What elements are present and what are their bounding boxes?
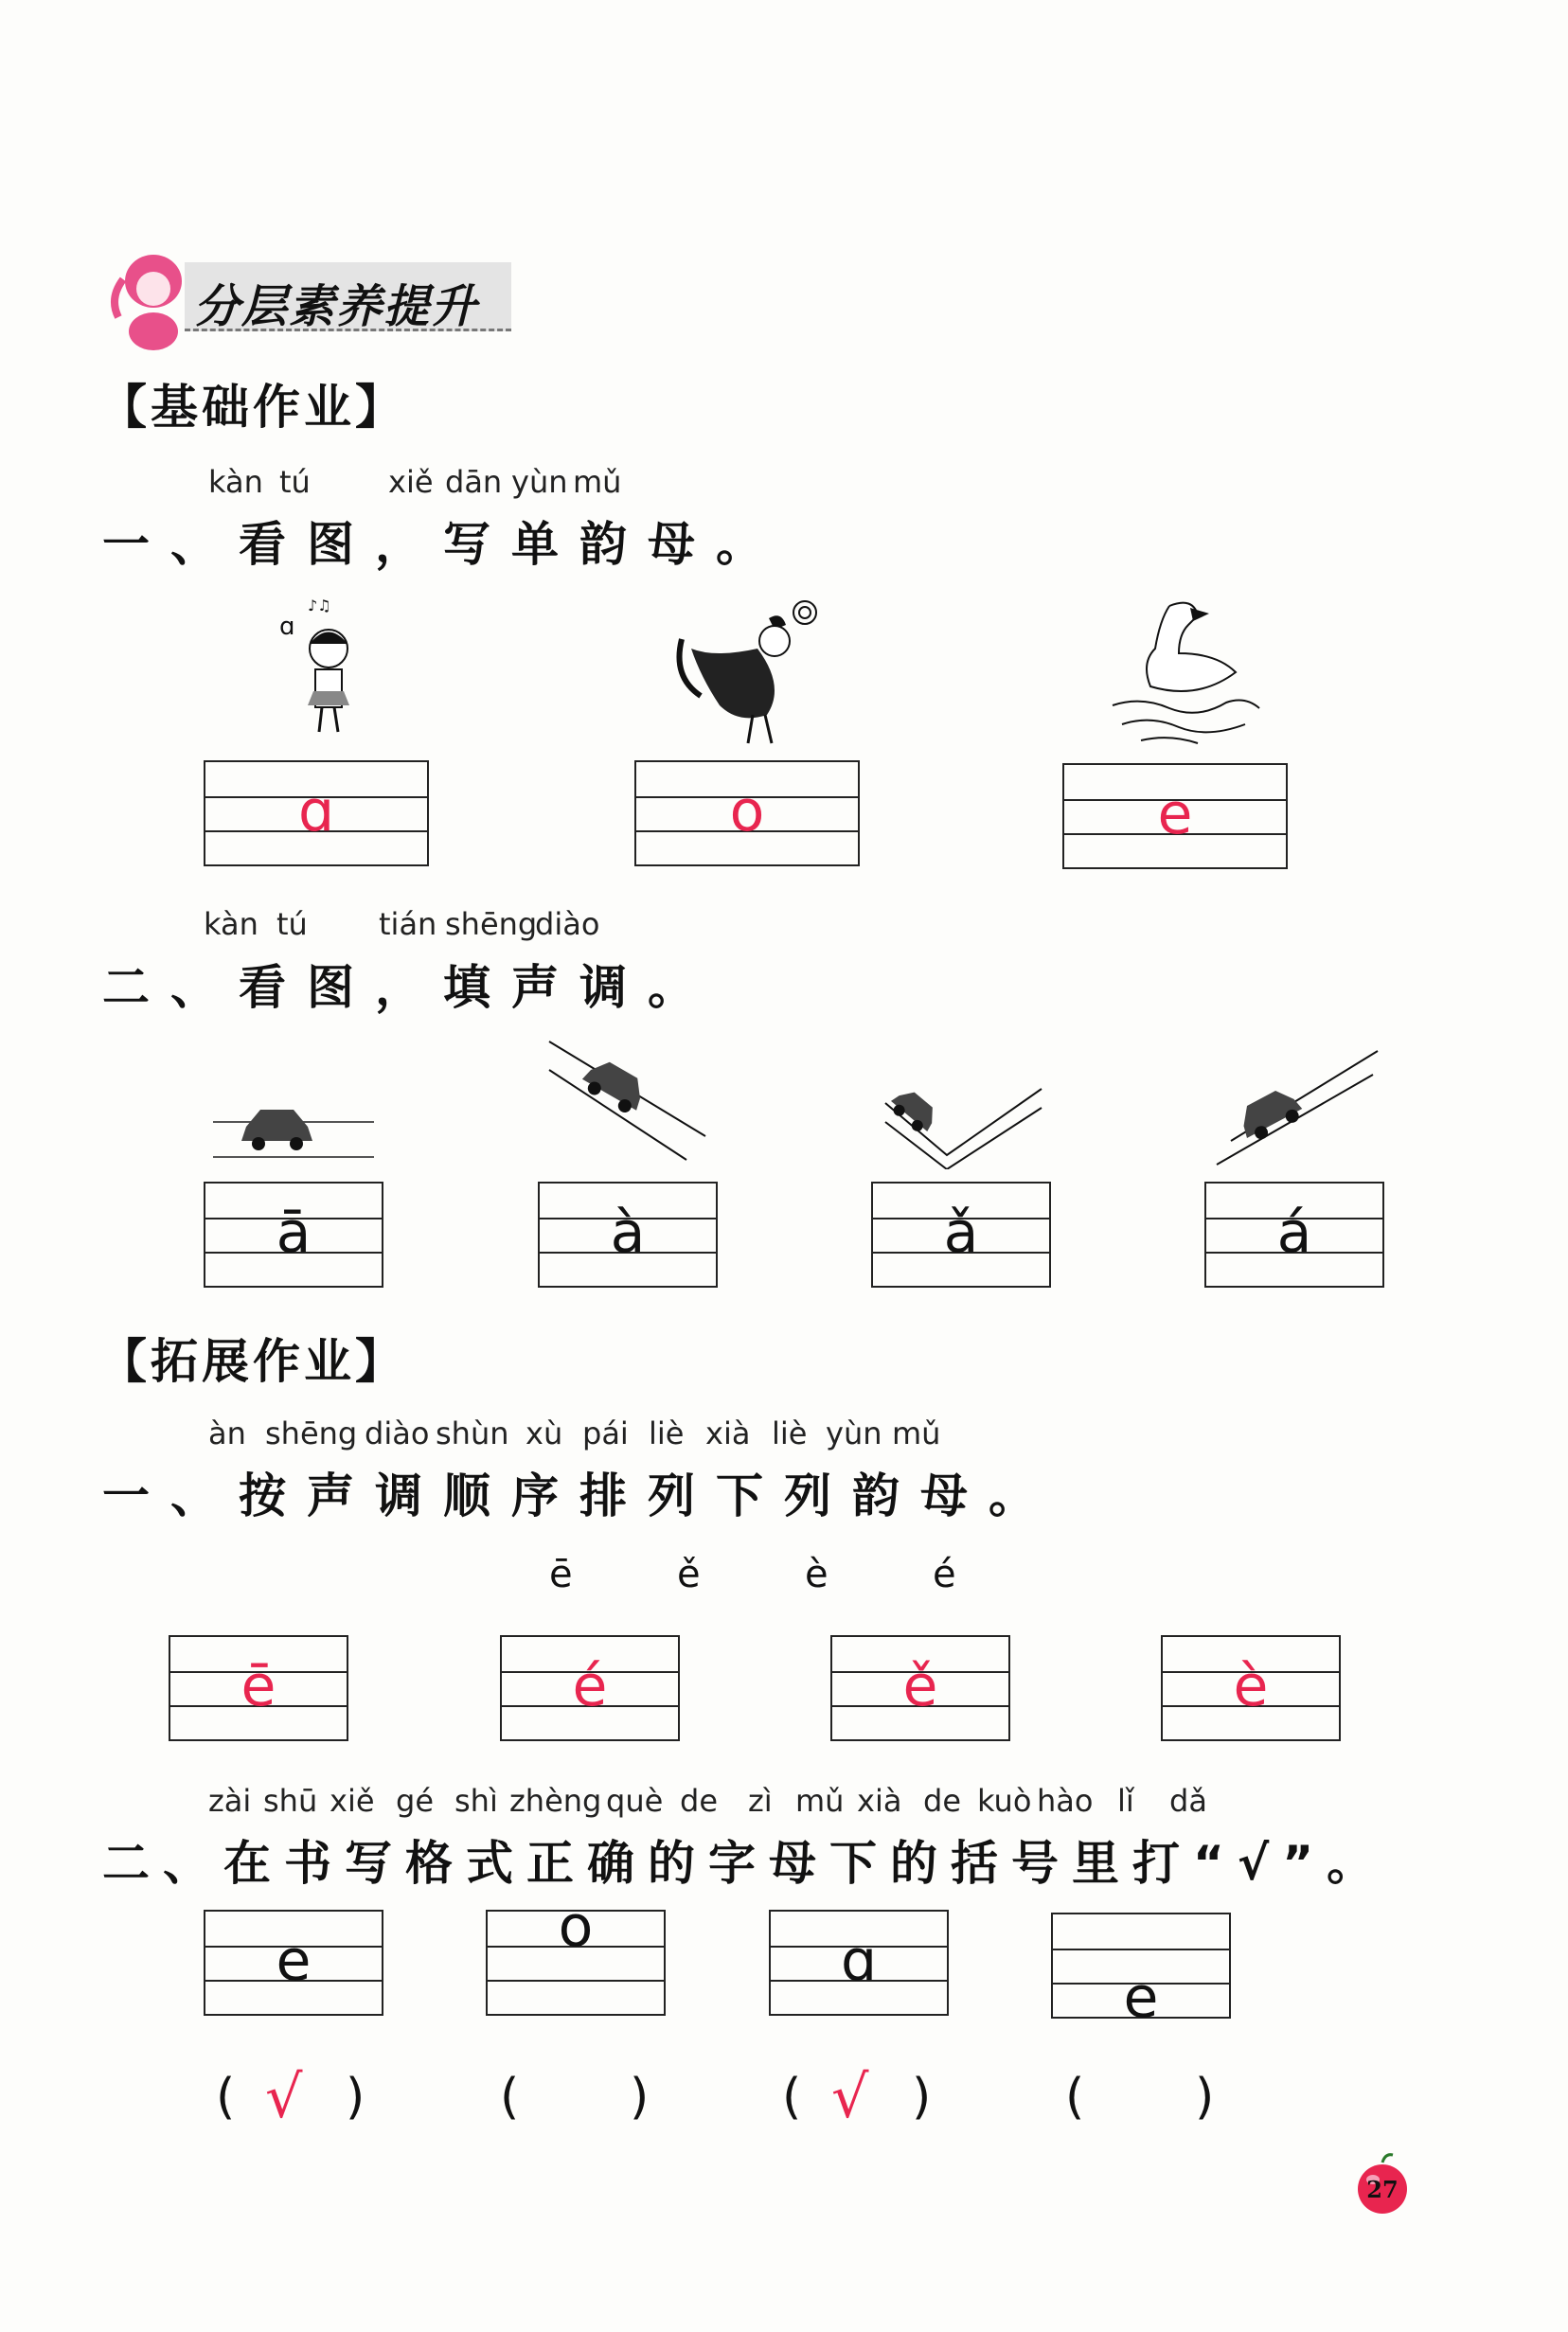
extended-homework-heading: 【拓展作业】 <box>99 1334 406 1389</box>
car-flat-road-icon <box>204 1089 374 1165</box>
pinyin: què <box>606 1783 664 1819</box>
pinyin: àn <box>208 1415 246 1451</box>
pinyin: shēng <box>445 906 538 942</box>
writing-grid <box>204 1182 383 1288</box>
writing-grid <box>830 1635 1010 1741</box>
paren-close: ) <box>346 2069 365 2126</box>
answer-letter: á <box>1276 1200 1312 1266</box>
option-letter: o <box>558 1894 594 1960</box>
pinyin: kàn <box>208 464 263 500</box>
car-uphill-road-icon <box>1212 1046 1382 1169</box>
answer-letter: ē <box>241 1653 276 1719</box>
car-downhill-road-icon <box>544 1032 715 1165</box>
pinyin: lǐ <box>1117 1783 1134 1819</box>
writing-grid <box>169 1635 348 1741</box>
banner-title: 分层素养提升 <box>194 280 479 333</box>
car-valley-road-icon <box>881 1075 1051 1169</box>
pinyin: dān <box>445 464 503 500</box>
pinyin: dǎ <box>1169 1783 1207 1819</box>
given-vowel: é <box>933 1553 956 1596</box>
pinyin: kàn <box>204 906 258 942</box>
option-grid <box>769 1910 949 2016</box>
svg-text:ɑ: ɑ <box>279 613 295 641</box>
pinyin: liè <box>649 1415 685 1451</box>
answer-letter: é <box>572 1653 608 1719</box>
writing-grid <box>204 760 429 866</box>
paren-open: ( <box>216 2069 236 2126</box>
pinyin: pái <box>582 1415 629 1451</box>
pinyin: shì <box>454 1783 498 1819</box>
pinyin: zhèng <box>509 1783 602 1819</box>
writing-grid <box>538 1182 718 1288</box>
writing-grid <box>1204 1182 1384 1288</box>
pinyin: de <box>923 1783 961 1819</box>
singing-girl-icon <box>270 592 374 743</box>
option-grid <box>204 1910 383 2016</box>
answer-letter: ɑ <box>297 778 335 845</box>
question-text: 二、看图，填声调。 <box>102 960 716 1015</box>
paren-close: ) <box>1195 2069 1215 2126</box>
basic-homework-heading: 【基础作业】 <box>99 380 406 435</box>
goose-icon <box>1103 596 1264 748</box>
answer-letter: è <box>1233 1653 1269 1719</box>
given-vowel: ě <box>677 1553 701 1596</box>
section-banner <box>104 241 521 355</box>
writing-grid <box>634 760 860 866</box>
given-vowel: ē <box>549 1553 573 1596</box>
checkmark: √ <box>831 2062 869 2131</box>
pinyin: mǔ <box>892 1415 941 1451</box>
page-number-badge <box>1349 2151 1416 2217</box>
pinyin: yùn <box>511 464 568 500</box>
pinyin: zài <box>208 1783 252 1819</box>
pinyin: diào <box>535 906 600 942</box>
paren-close: ) <box>630 2069 650 2126</box>
given-vowel: è <box>805 1553 829 1596</box>
paren-open: ( <box>1065 2069 1085 2126</box>
answer-letter: à <box>610 1200 646 1266</box>
svg-text:♪♫: ♪♫ <box>308 596 331 614</box>
paren-open: ( <box>500 2069 520 2126</box>
page-number: 27 <box>1366 2176 1399 2203</box>
pinyin: shū <box>263 1783 318 1819</box>
pinyin: mǔ <box>795 1783 845 1819</box>
pinyin: xià <box>705 1415 751 1451</box>
question-text: 一、按声调顺序排列下列韵母。 <box>102 1469 1057 1523</box>
pinyin: shùn <box>436 1415 509 1451</box>
answer-letter: ě <box>902 1653 938 1719</box>
checkmark: √ <box>265 2062 303 2131</box>
option-grid <box>486 1894 666 2016</box>
writing-grid <box>1062 763 1288 869</box>
question-text: 二、在书写格式正确的字母下的括号里打“√”。 <box>102 1836 1388 1891</box>
pinyin: de <box>680 1783 718 1819</box>
pinyin: tú <box>276 906 308 942</box>
writing-grid <box>500 1635 680 1741</box>
answer-letter: ā <box>276 1200 312 1266</box>
option-letter: ɑ <box>840 1928 878 1994</box>
pinyin: tú <box>279 464 311 500</box>
writing-grid <box>1161 1635 1341 1741</box>
pinyin: liè <box>772 1415 808 1451</box>
answer-letter: e <box>1157 781 1193 847</box>
pinyin: shēng <box>265 1415 358 1451</box>
paren-close: ) <box>912 2069 932 2126</box>
pinyin: hào <box>1037 1783 1094 1819</box>
pinyin: mǔ <box>573 464 622 500</box>
pinyin: xiě <box>330 1783 375 1819</box>
pinyin: xù <box>526 1415 563 1451</box>
answer-letter: o <box>729 778 765 845</box>
pinyin: gé <box>396 1783 434 1819</box>
writing-grid <box>871 1182 1051 1288</box>
option-letter: e <box>276 1928 312 1994</box>
pinyin: xià <box>857 1783 902 1819</box>
pinyin: diào <box>365 1415 430 1451</box>
paren-open: ( <box>782 2069 802 2126</box>
option-letter: e <box>1123 1965 1159 2031</box>
answer-letter: ǎ <box>943 1200 979 1266</box>
pinyin: kuò <box>977 1783 1032 1819</box>
pinyin: yùn <box>826 1415 882 1451</box>
option-grid <box>1051 1913 1231 2031</box>
rooster-icon <box>663 592 843 748</box>
pinyin: zì <box>748 1783 773 1819</box>
pinyin: xiě <box>388 464 434 500</box>
question-text: 一、看图，写单韵母。 <box>102 517 784 572</box>
pinyin: tián <box>379 906 437 942</box>
